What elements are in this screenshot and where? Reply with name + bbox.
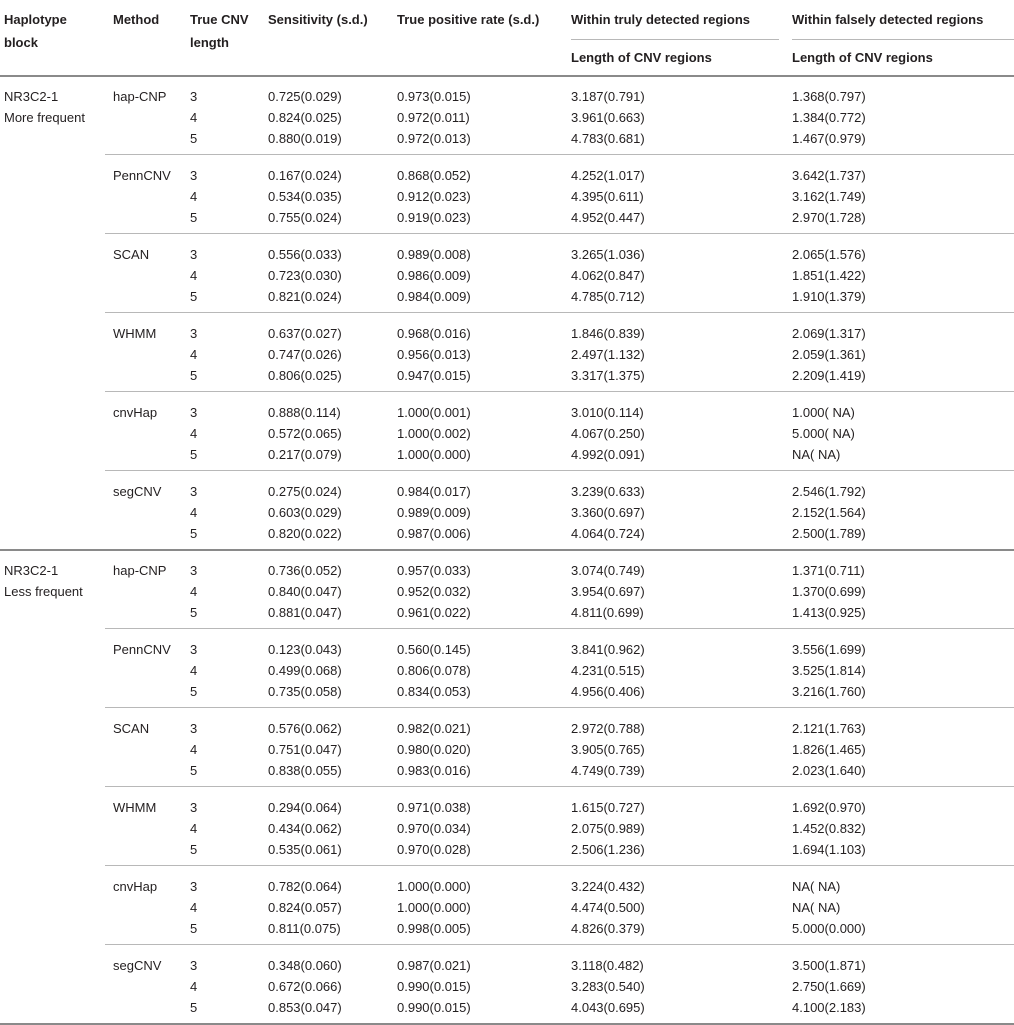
method-name: segCNV	[113, 958, 162, 973]
cell-falsely-length: 3.216(1.760)	[792, 684, 866, 699]
cell-sensitivity: 0.824(0.057)	[268, 900, 342, 915]
cell-truly-length: 3.224(0.432)	[571, 879, 645, 894]
cell-tpr: 0.957(0.033)	[397, 563, 471, 578]
cell-length: 3	[190, 484, 198, 499]
cell-length: 3	[190, 879, 198, 894]
cell-falsely-length: 1.452(0.832)	[792, 821, 866, 836]
cell-truly-length: 1.615(0.727)	[571, 800, 645, 815]
cell-truly-length: 4.783(0.681)	[571, 131, 645, 146]
cell-tpr: 0.560(0.145)	[397, 642, 471, 657]
block-label-line: NR3C2-1	[4, 563, 59, 578]
cell-length: 5	[190, 763, 198, 778]
cell-tpr: 0.990(0.015)	[397, 1000, 471, 1015]
cell-truly-length: 4.043(0.695)	[571, 1000, 645, 1015]
block-separator	[0, 1023, 1014, 1025]
method-separator	[105, 470, 1014, 471]
cell-tpr: 0.984(0.009)	[397, 289, 471, 304]
cell-sensitivity: 0.434(0.062)	[268, 821, 342, 836]
method-name: hap-CNP	[113, 89, 167, 104]
cell-tpr: 0.998(0.005)	[397, 921, 471, 936]
cell-truly-length: 4.992(0.091)	[571, 447, 645, 462]
cell-sensitivity: 0.167(0.024)	[268, 168, 342, 183]
cell-length: 4	[190, 663, 198, 678]
header-block-line-2: block	[4, 35, 38, 50]
cell-falsely-length: 3.500(1.871)	[792, 958, 866, 973]
cell-truly-length: 3.187(0.791)	[571, 89, 645, 104]
cell-length: 5	[190, 1000, 198, 1015]
cell-truly-length: 2.497(1.132)	[571, 347, 645, 362]
cell-length: 4	[190, 979, 198, 994]
cell-falsely-length: 3.556(1.699)	[792, 642, 866, 657]
cell-sensitivity: 0.348(0.060)	[268, 958, 342, 973]
cell-sensitivity: 0.782(0.064)	[268, 879, 342, 894]
cell-falsely-length: 1.371(0.711)	[792, 563, 865, 578]
cell-falsely-length: 1.910(1.379)	[792, 289, 866, 304]
cell-length: 5	[190, 447, 198, 462]
cell-sensitivity: 0.217(0.079)	[268, 447, 342, 462]
cell-length: 4	[190, 742, 198, 757]
cell-tpr: 0.956(0.013)	[397, 347, 471, 362]
header-bottom-rule	[0, 75, 1014, 77]
cell-falsely-length: 3.525(1.814)	[792, 663, 866, 678]
cell-tpr: 1.000(0.000)	[397, 879, 471, 894]
header-falsely-sub: Length of CNV regions	[792, 50, 933, 65]
cell-sensitivity: 0.294(0.064)	[268, 800, 342, 815]
cell-length: 3	[190, 89, 198, 104]
method-name: PennCNV	[113, 642, 171, 657]
cell-sensitivity: 0.123(0.043)	[268, 642, 342, 657]
cell-tpr: 0.987(0.006)	[397, 526, 471, 541]
cell-sensitivity: 0.535(0.061)	[268, 842, 342, 857]
header-truly-sub: Length of CNV regions	[571, 50, 712, 65]
cell-truly-length: 3.265(1.036)	[571, 247, 645, 262]
header-falsely-group: Within falsely detected regions	[792, 12, 984, 27]
cell-tpr: 1.000(0.002)	[397, 426, 471, 441]
header-truly-group: Within truly detected regions	[571, 12, 751, 27]
cell-length: 3	[190, 326, 198, 341]
cell-length: 4	[190, 189, 198, 204]
cell-truly-length: 4.952(0.447)	[571, 210, 645, 225]
cell-length: 4	[190, 268, 198, 283]
cell-sensitivity: 0.806(0.025)	[268, 368, 342, 383]
cell-length: 5	[190, 289, 198, 304]
cell-falsely-length: 2.500(1.789)	[792, 526, 866, 541]
cell-length: 5	[190, 842, 198, 857]
cell-truly-length: 4.395(0.611)	[571, 189, 644, 204]
method-name: WHMM	[113, 800, 157, 815]
truly-group-rule	[571, 39, 779, 40]
cell-length: 5	[190, 684, 198, 699]
cell-length: 5	[190, 368, 198, 383]
cell-length: 4	[190, 900, 198, 915]
cell-falsely-length: 2.209(1.419)	[792, 368, 866, 383]
cell-sensitivity: 0.821(0.024)	[268, 289, 342, 304]
cell-length: 4	[190, 110, 198, 125]
cell-tpr: 0.972(0.011)	[397, 110, 470, 125]
cell-tpr: 0.983(0.016)	[397, 763, 471, 778]
cell-sensitivity: 0.723(0.030)	[268, 268, 342, 283]
cell-falsely-length: 1.368(0.797)	[792, 89, 866, 104]
cell-length: 5	[190, 526, 198, 541]
cell-truly-length: 3.283(0.540)	[571, 979, 645, 994]
cell-falsely-length: 2.750(1.669)	[792, 979, 866, 994]
cell-truly-length: 3.841(0.962)	[571, 642, 645, 657]
cell-sensitivity: 0.755(0.024)	[268, 210, 342, 225]
cell-truly-length: 3.905(0.765)	[571, 742, 645, 757]
cell-length: 4	[190, 584, 198, 599]
cell-sensitivity: 0.736(0.052)	[268, 563, 342, 578]
cell-falsely-length: 2.546(1.792)	[792, 484, 866, 499]
cell-length: 4	[190, 821, 198, 836]
cell-falsely-length: 2.152(1.564)	[792, 505, 866, 520]
header-block-line-1: Haplotype	[4, 12, 67, 27]
cell-sensitivity: 0.534(0.035)	[268, 189, 342, 204]
cell-truly-length: 4.785(0.712)	[571, 289, 645, 304]
cell-truly-length: 3.961(0.663)	[571, 110, 645, 125]
cell-sensitivity: 0.735(0.058)	[268, 684, 342, 699]
cell-falsely-length: 1.370(0.699)	[792, 584, 866, 599]
header-tpr: True positive rate (s.d.)	[397, 12, 540, 27]
cell-length: 5	[190, 131, 198, 146]
cell-falsely-length: 1.000( NA)	[792, 405, 855, 420]
cell-falsely-length: 2.970(1.728)	[792, 210, 866, 225]
cell-tpr: 0.834(0.053)	[397, 684, 471, 699]
cell-truly-length: 2.506(1.236)	[571, 842, 645, 857]
cell-truly-length: 3.118(0.482)	[571, 958, 644, 973]
header-length-line-1: True CNV	[190, 12, 249, 27]
cell-falsely-length: 1.826(1.465)	[792, 742, 866, 757]
cell-sensitivity: 0.824(0.025)	[268, 110, 342, 125]
cell-falsely-length: 1.384(0.772)	[792, 110, 866, 125]
falsely-group-rule	[792, 39, 1014, 40]
cell-falsely-length: 5.000(0.000)	[792, 921, 866, 936]
cell-tpr: 0.989(0.009)	[397, 505, 471, 520]
block-label	[4, 560, 83, 602]
cell-tpr: 0.973(0.015)	[397, 89, 471, 104]
cell-falsely-length: 1.692(0.970)	[792, 800, 866, 815]
header-block	[4, 8, 67, 54]
cell-truly-length: 1.846(0.839)	[571, 326, 645, 341]
cell-truly-length: 4.826(0.379)	[571, 921, 645, 936]
cell-truly-length: 4.064(0.724)	[571, 526, 645, 541]
method-name: segCNV	[113, 484, 162, 499]
method-name: SCAN	[113, 721, 150, 736]
cell-length: 4	[190, 505, 198, 520]
cell-tpr: 0.984(0.017)	[397, 484, 471, 499]
cell-tpr: 0.806(0.078)	[397, 663, 471, 678]
cell-truly-length: 4.749(0.739)	[571, 763, 645, 778]
cell-length: 3	[190, 721, 198, 736]
cell-length: 3	[190, 405, 198, 420]
cell-falsely-length: NA( NA)	[792, 879, 841, 894]
cell-sensitivity: 0.853(0.047)	[268, 1000, 342, 1015]
cell-length: 4	[190, 347, 198, 362]
header-sensitivity: Sensitivity (s.d.)	[268, 12, 368, 27]
block-label-line: Less frequent	[4, 584, 83, 599]
cell-truly-length: 4.067(0.250)	[571, 426, 645, 441]
cell-truly-length: 3.360(0.697)	[571, 505, 645, 520]
cell-tpr: 1.000(0.000)	[397, 447, 471, 462]
cell-truly-length: 4.252(1.017)	[571, 168, 645, 183]
cell-tpr: 0.971(0.038)	[397, 800, 471, 815]
cell-falsely-length: 2.069(1.317)	[792, 326, 866, 341]
cell-sensitivity: 0.572(0.065)	[268, 426, 342, 441]
cell-falsely-length: 2.023(1.640)	[792, 763, 866, 778]
block-label-line: NR3C2-1	[4, 89, 59, 104]
cell-tpr: 0.986(0.009)	[397, 268, 471, 283]
cell-truly-length: 4.474(0.500)	[571, 900, 645, 915]
cell-length: 3	[190, 563, 198, 578]
cell-truly-length: 4.811(0.699)	[571, 605, 644, 620]
cell-truly-length: 3.954(0.697)	[571, 584, 645, 599]
method-separator	[105, 312, 1014, 313]
method-separator	[105, 233, 1014, 234]
cell-truly-length: 3.317(1.375)	[571, 368, 645, 383]
method-separator	[105, 628, 1014, 629]
cell-tpr: 0.968(0.016)	[397, 326, 471, 341]
method-name: cnvHap	[113, 405, 158, 420]
cell-falsely-length: 5.000( NA)	[792, 426, 855, 441]
header-length-line-2: length	[190, 35, 229, 50]
cell-tpr: 0.947(0.015)	[397, 368, 471, 383]
method-name: SCAN	[113, 247, 150, 262]
cell-tpr: 0.990(0.015)	[397, 979, 471, 994]
cell-truly-length: 3.239(0.633)	[571, 484, 645, 499]
cell-falsely-length: NA( NA)	[792, 900, 841, 915]
cell-tpr: 0.972(0.013)	[397, 131, 471, 146]
method-separator	[105, 707, 1014, 708]
cell-falsely-length: 2.121(1.763)	[792, 721, 866, 736]
cell-length: 3	[190, 800, 198, 815]
cell-falsely-length: 2.065(1.576)	[792, 247, 866, 262]
cell-sensitivity: 0.556(0.033)	[268, 247, 342, 262]
cell-falsely-length: 1.413(0.925)	[792, 605, 866, 620]
cell-length: 5	[190, 921, 198, 936]
cell-tpr: 1.000(0.000)	[397, 900, 471, 915]
cell-truly-length: 4.062(0.847)	[571, 268, 645, 283]
method-separator	[105, 786, 1014, 787]
cell-falsely-length: 3.642(1.737)	[792, 168, 866, 183]
cell-tpr: 1.000(0.001)	[397, 405, 471, 420]
cell-falsely-length: 4.100(2.183)	[792, 1000, 866, 1015]
cell-truly-length: 4.956(0.406)	[571, 684, 645, 699]
cell-length: 5	[190, 605, 198, 620]
block-label	[4, 86, 85, 128]
cell-sensitivity: 0.672(0.066)	[268, 979, 342, 994]
cell-falsely-length: NA( NA)	[792, 447, 841, 462]
cell-truly-length: 4.231(0.515)	[571, 663, 645, 678]
cell-truly-length: 2.972(0.788)	[571, 721, 645, 736]
cell-sensitivity: 0.751(0.047)	[268, 742, 342, 757]
cell-sensitivity: 0.637(0.027)	[268, 326, 342, 341]
cell-sensitivity: 0.838(0.055)	[268, 763, 342, 778]
method-name: PennCNV	[113, 168, 171, 183]
cell-length: 3	[190, 958, 198, 973]
cell-truly-length: 2.075(0.989)	[571, 821, 645, 836]
block-label-line: More frequent	[4, 110, 85, 125]
cell-tpr: 0.919(0.023)	[397, 210, 471, 225]
header-method: Method	[113, 12, 160, 27]
cell-sensitivity: 0.725(0.029)	[268, 89, 342, 104]
cell-tpr: 0.868(0.052)	[397, 168, 471, 183]
method-name: cnvHap	[113, 879, 158, 894]
cell-falsely-length: 1.694(1.103)	[792, 842, 866, 857]
cell-length: 5	[190, 210, 198, 225]
cell-truly-length: 3.074(0.749)	[571, 563, 645, 578]
cell-sensitivity: 0.603(0.029)	[268, 505, 342, 520]
cell-tpr: 0.961(0.022)	[397, 605, 471, 620]
cell-falsely-length: 3.162(1.749)	[792, 189, 866, 204]
cell-sensitivity: 0.880(0.019)	[268, 131, 342, 146]
cell-tpr: 0.989(0.008)	[397, 247, 471, 262]
cell-length: 3	[190, 168, 198, 183]
cell-tpr: 0.912(0.023)	[397, 189, 471, 204]
cell-sensitivity: 0.888(0.114)	[268, 405, 341, 420]
cell-tpr: 0.970(0.028)	[397, 842, 471, 857]
method-name: hap-CNP	[113, 563, 167, 578]
cell-tpr: 0.980(0.020)	[397, 742, 471, 757]
method-name: WHMM	[113, 326, 157, 341]
cell-sensitivity: 0.499(0.068)	[268, 663, 342, 678]
cell-tpr: 0.970(0.034)	[397, 821, 471, 836]
cell-sensitivity: 0.820(0.022)	[268, 526, 342, 541]
cell-length: 3	[190, 642, 198, 657]
cell-falsely-length: 1.851(1.422)	[792, 268, 866, 283]
cell-length: 4	[190, 426, 198, 441]
header-length	[190, 8, 249, 54]
method-separator	[105, 865, 1014, 866]
cell-length: 3	[190, 247, 198, 262]
cell-tpr: 0.987(0.021)	[397, 958, 471, 973]
cell-sensitivity: 0.275(0.024)	[268, 484, 342, 499]
method-separator	[105, 391, 1014, 392]
cell-falsely-length: 1.467(0.979)	[792, 131, 866, 146]
cell-sensitivity: 0.840(0.047)	[268, 584, 342, 599]
method-separator	[105, 154, 1014, 155]
cell-truly-length: 3.010(0.114)	[571, 405, 644, 420]
method-separator	[105, 944, 1014, 945]
cell-tpr: 0.982(0.021)	[397, 721, 471, 736]
cell-sensitivity: 0.881(0.047)	[268, 605, 342, 620]
cell-tpr: 0.952(0.032)	[397, 584, 471, 599]
cell-sensitivity: 0.747(0.026)	[268, 347, 342, 362]
block-separator	[0, 549, 1014, 551]
cell-sensitivity: 0.576(0.062)	[268, 721, 342, 736]
cell-sensitivity: 0.811(0.075)	[268, 921, 341, 936]
cell-falsely-length: 2.059(1.361)	[792, 347, 866, 362]
